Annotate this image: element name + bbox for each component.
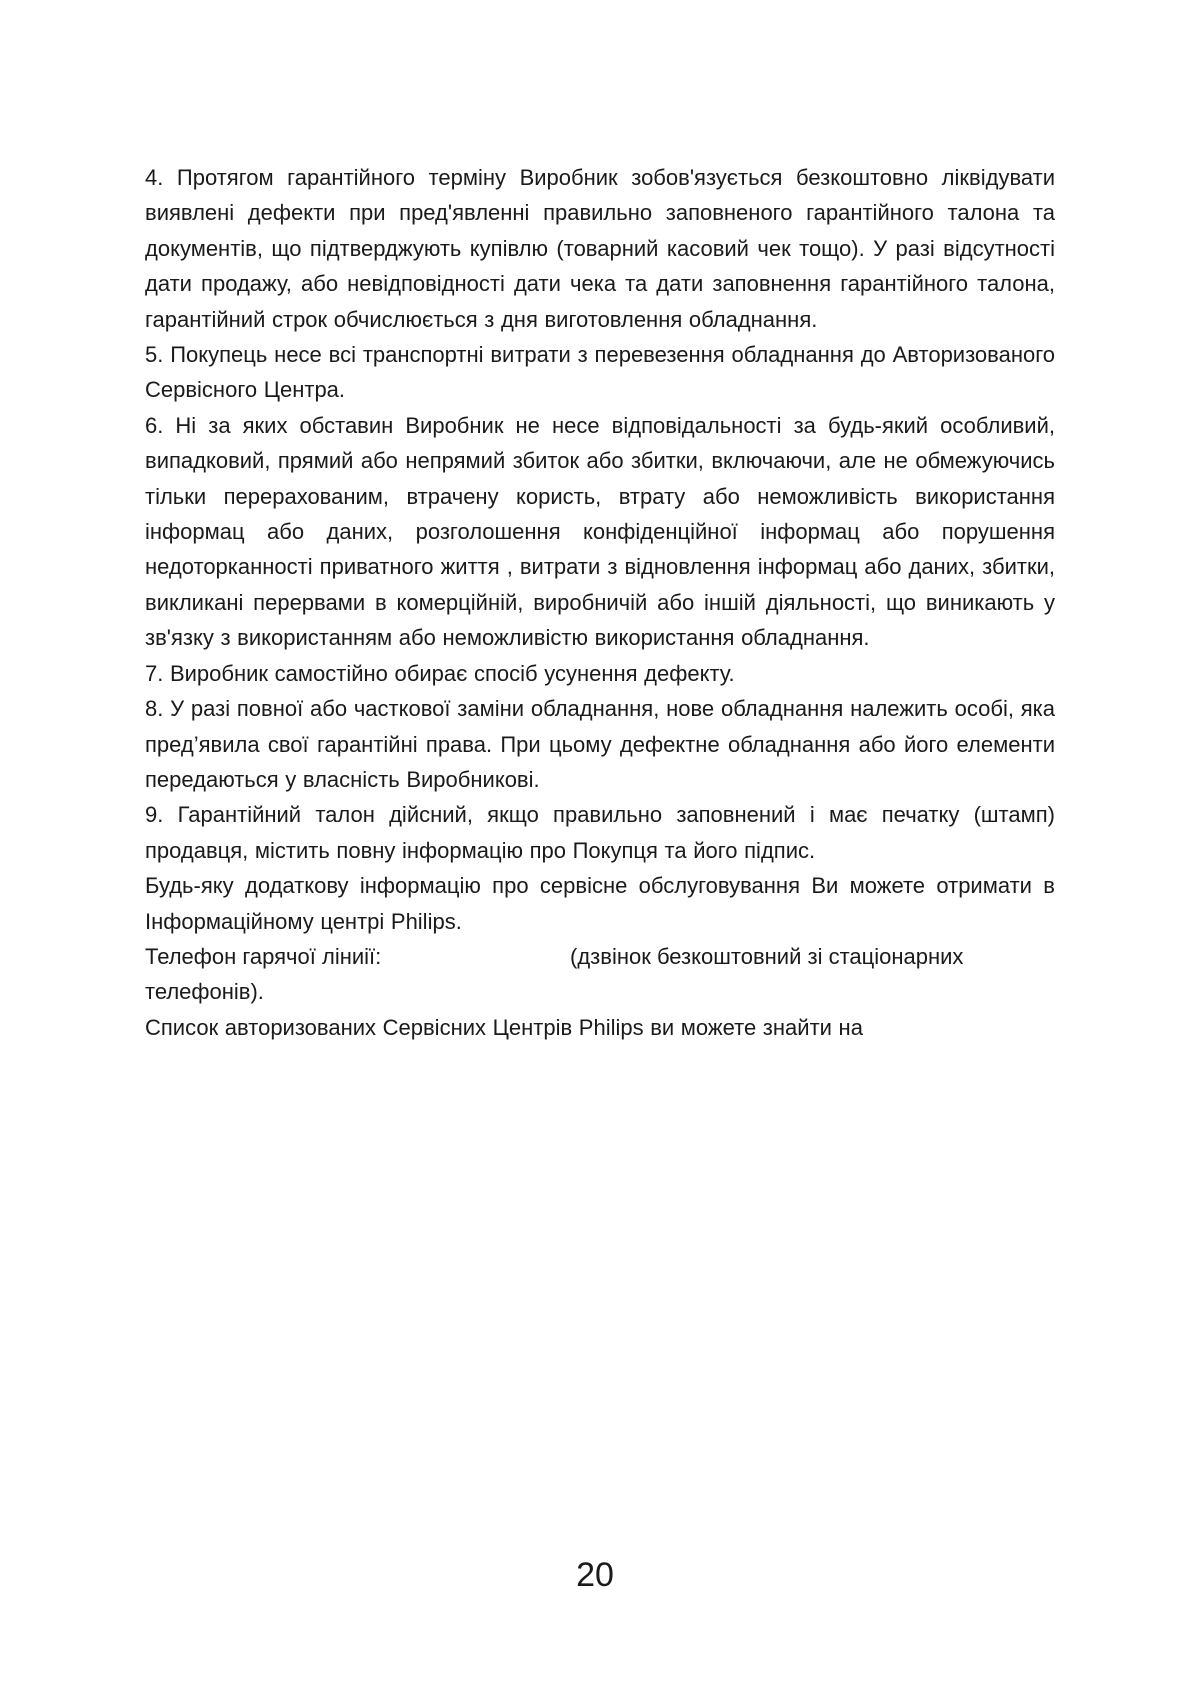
paragraph-5: 5. Покупець несе всі транспортні витрати з перевезення обладнання до Авторизованого Сервісного Центра. <box>145 342 1055 403</box>
document-body <box>145 160 1055 1045</box>
hotline-row <box>145 939 1055 974</box>
hotline-note-continued: телефонів). <box>145 979 264 1005</box>
info-center-paragraph: Будь-яку додаткову інформацію про сервісне обслуговування Ви можете отримати в Інформаційному центрі Philips. <box>145 873 1055 934</box>
paragraph-7: 7. Виробник самостійно обирає спосіб усунення дефекту. <box>145 660 735 686</box>
page-number: 20 <box>576 1556 614 1594</box>
hotline-label: Телефон гарячої ліниії: <box>145 943 382 969</box>
paragraph-8: 8. У разі повної або часткової заміни обладнання, нове обладнання належить особі, яка пред’явила свої гарантійні права. При цьому дефектне обладнання або його елементи передаються у власність Виробникові. <box>145 696 1055 792</box>
paragraph-4: 4. Протягом гарантійного терміну Виробник зобов'язується безкоштовно ліквідувати виявлені дефекти при пред'явленні правильно заповненого гарантійного талона та документів, що підтверджують купівлю (товарний касовий чек тощо). У разі відсутності дати продажу, або невідповідності дати чека та дати заповнення гарантійного талона, гарантійний строк обчислюється з дня виготовлення обладнання. <box>145 165 1055 332</box>
hotline-note: (дзвінок безкоштовний зі стаціонарних <box>570 943 964 969</box>
paragraph-6: 6. Ні за яких обставин Виробник не несе відповідальності за будь-який особливий, випадковий, прямий або непрямий збиток або збитки, включаючи, але не обмежуючись тільки перерахованим, втрачену користь, втрату або неможливість використання інформац або даних, розголошення конфіденційної інформац або порушення недоторканності приватного життя , витрати з відновлення інформац або даних, збитки, викликані перервами в комерційній, виробничій або іншій діяльності, що виникають у зв'язку з використанням або неможливістю використання обладнання. <box>145 412 1055 651</box>
hotline-block <box>145 939 1055 1010</box>
paragraph-9: 9. Гарантійний талон дійсний, якщо правильно заповнений і має печатку (штамп) продавця, містить повну інформацію про Покупця та його підпис. <box>145 802 1055 863</box>
service-centers-list-text: Список авторизованих Сервісних Центрів Philips ви можете знайти на <box>145 1014 863 1040</box>
